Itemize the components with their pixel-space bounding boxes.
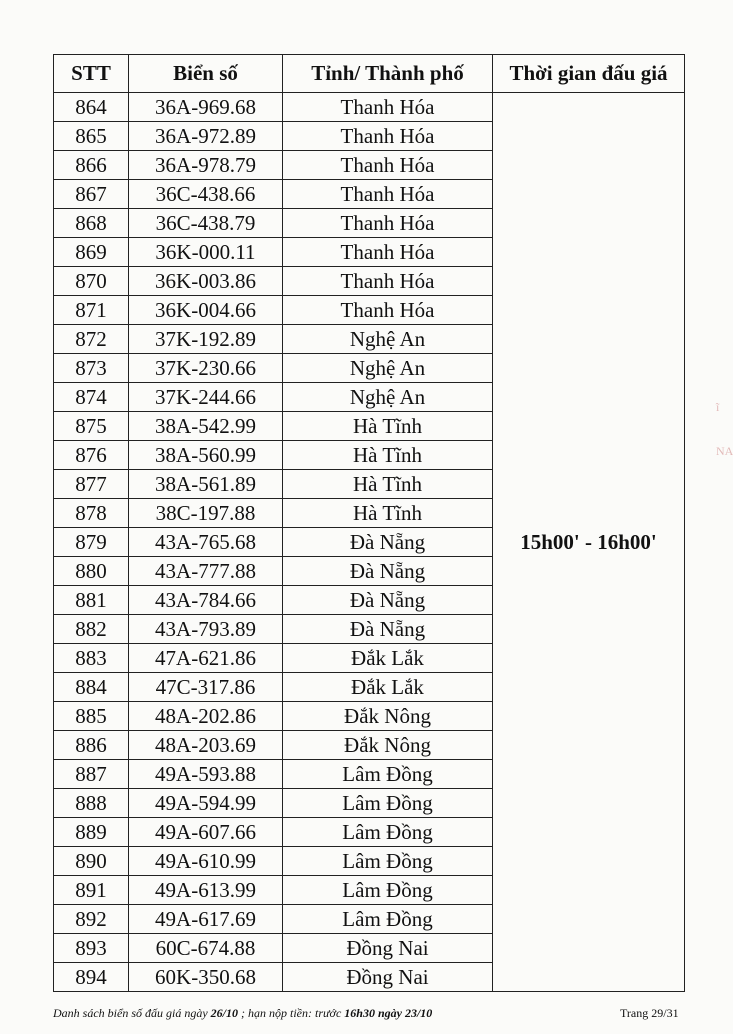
row-plate: 47A-621.86 [129,644,283,673]
row-province: Lâm Đồng [283,876,493,905]
row-province: Thanh Hóa [283,238,493,267]
row-stt: 889 [54,818,129,847]
row-plate: 37K-244.66 [129,383,283,412]
row-province: Hà Tĩnh [283,499,493,528]
row-province: Lâm Đồng [283,789,493,818]
row-plate: 48A-203.69 [129,731,283,760]
row-stt: 868 [54,209,129,238]
row-province: Hà Tĩnh [283,412,493,441]
row-plate: 43A-777.88 [129,557,283,586]
row-plate: 43A-793.89 [129,615,283,644]
row-stt: 879 [54,528,129,557]
row-province: Đà Nẵng [283,528,493,557]
row-stt: 874 [54,383,129,412]
row-stt: 882 [54,615,129,644]
row-plate: 36K-000.11 [129,238,283,267]
row-stt: 886 [54,731,129,760]
row-stt: 866 [54,151,129,180]
row-province: Hà Tĩnh [283,441,493,470]
footer-note [53,1006,691,1021]
row-plate: 60K-350.68 [129,963,283,992]
row-plate: 36A-969.68 [129,93,283,122]
row-province: Lâm Đồng [283,818,493,847]
row-province: Đà Nẵng [283,586,493,615]
header-province: Tỉnh/ Thành phố [283,55,493,93]
row-stt: 870 [54,267,129,296]
row-stt: 887 [54,760,129,789]
row-stt: 878 [54,499,129,528]
footer-text-1: Danh sách biển số đấu giá ngày [53,1006,211,1020]
margin-mark-2: NA [716,444,733,458]
row-plate: 60C-674.88 [129,934,283,963]
row-province: Hà Tĩnh [283,470,493,499]
footer-text-2: ; hạn nộp tiền: trước [238,1006,345,1020]
footer-deadline: 16h30 ngày 23/10 [344,1006,433,1020]
row-province: Đắk Lắk [283,644,493,673]
margin-mark-1: ĩ [716,400,720,414]
auction-time-cell: 15h00' - 16h00' [493,93,685,992]
table-body [54,93,685,992]
header-stt: STT [54,55,129,93]
row-plate: 47C-317.86 [129,673,283,702]
row-stt: 877 [54,470,129,499]
row-province: Thanh Hóa [283,93,493,122]
table-row [54,93,685,122]
row-stt: 891 [54,876,129,905]
row-stt: 892 [54,905,129,934]
row-plate: 49A-617.69 [129,905,283,934]
row-stt: 875 [54,412,129,441]
row-province: Đồng Nai [283,934,493,963]
row-province: Thanh Hóa [283,180,493,209]
header-auction-time: Thời gian đấu giá [493,55,685,93]
row-stt: 883 [54,644,129,673]
row-plate: 36C-438.79 [129,209,283,238]
row-province: Đà Nẵng [283,615,493,644]
row-stt: 893 [54,934,129,963]
row-stt: 885 [54,702,129,731]
row-province: Đà Nẵng [283,557,493,586]
row-plate: 38A-542.99 [129,412,283,441]
row-province: Nghệ An [283,354,493,383]
row-stt: 867 [54,180,129,209]
row-stt: 865 [54,122,129,151]
row-province: Lâm Đồng [283,760,493,789]
license-plate-table [53,54,685,992]
row-province: Đắk Lắk [283,673,493,702]
row-stt: 881 [54,586,129,615]
row-province: Đắk Nông [283,731,493,760]
header-plate: Biển số [129,55,283,93]
row-stt: 871 [54,296,129,325]
row-stt: 876 [54,441,129,470]
row-plate: 43A-765.68 [129,528,283,557]
row-province: Thanh Hóa [283,267,493,296]
row-province: Nghệ An [283,325,493,354]
row-stt: 888 [54,789,129,818]
row-plate: 49A-594.99 [129,789,283,818]
footer-auction-date: 26/10 [210,1006,238,1020]
row-stt: 873 [54,354,129,383]
row-province: Đắk Nông [283,702,493,731]
row-plate: 38C-197.88 [129,499,283,528]
row-province: Thanh Hóa [283,122,493,151]
row-stt: 864 [54,93,129,122]
row-stt: 894 [54,963,129,992]
row-plate: 43A-784.66 [129,586,283,615]
row-province: Thanh Hóa [283,296,493,325]
row-plate: 48A-202.86 [129,702,283,731]
row-province: Thanh Hóa [283,151,493,180]
row-plate: 37K-192.89 [129,325,283,354]
row-province: Lâm Đồng [283,847,493,876]
row-stt: 890 [54,847,129,876]
row-plate: 36C-438.66 [129,180,283,209]
row-plate: 38A-560.99 [129,441,283,470]
row-stt: 880 [54,557,129,586]
row-plate: 38A-561.89 [129,470,283,499]
row-plate: 37K-230.66 [129,354,283,383]
row-plate: 36A-972.89 [129,122,283,151]
row-plate: 36K-004.66 [129,296,283,325]
row-plate: 36A-978.79 [129,151,283,180]
row-stt: 869 [54,238,129,267]
row-province: Đồng Nai [283,963,493,992]
page-number: Trang 29/31 [620,1006,679,1020]
row-province: Lâm Đồng [283,905,493,934]
row-province: Nghệ An [283,383,493,412]
row-plate: 49A-607.66 [129,818,283,847]
row-stt: 884 [54,673,129,702]
row-stt: 872 [54,325,129,354]
row-plate: 49A-593.88 [129,760,283,789]
row-province: Thanh Hóa [283,209,493,238]
row-plate: 49A-610.99 [129,847,283,876]
row-plate: 36K-003.86 [129,267,283,296]
row-plate: 49A-613.99 [129,876,283,905]
header-row [54,55,685,93]
